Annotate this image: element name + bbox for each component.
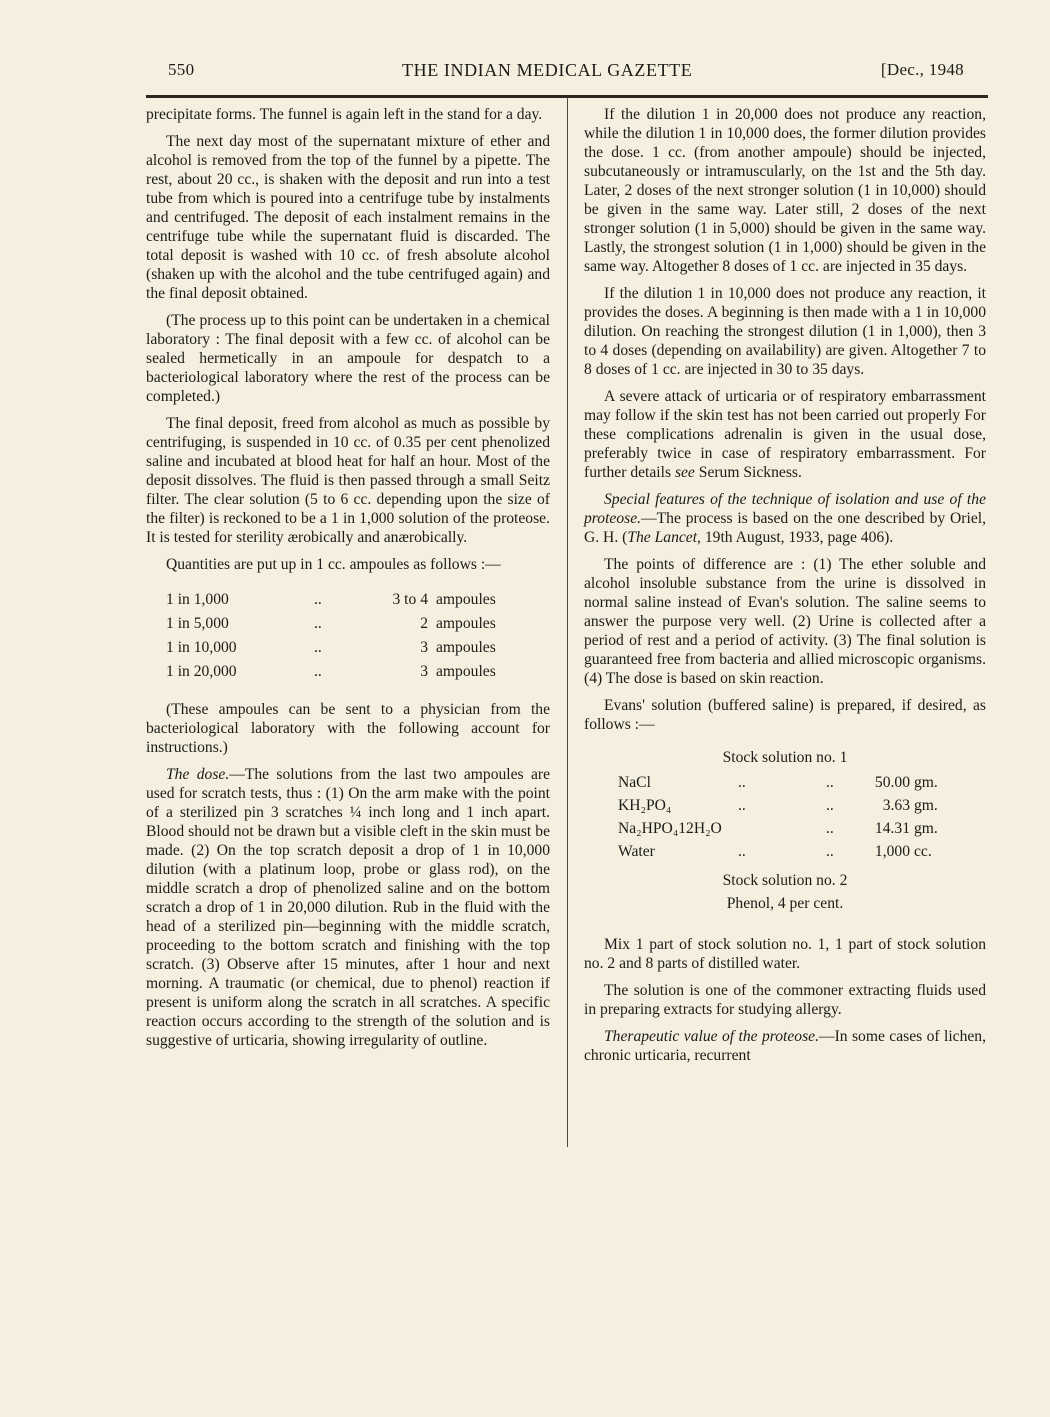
unit-cell: ampoules xyxy=(436,639,496,656)
journal-title: THE INDIAN MEDICAL GAZETTE xyxy=(402,60,693,80)
unit-cell: ampoules xyxy=(436,663,496,680)
ingredient-amount: 1,000 xyxy=(874,843,910,860)
paragraph: The next day most of the supernatant mixture of ether and alcohol is removed from the top of the funnel by a pipette. The rest, about 20 cc., is shaken with the deposit and run into a test tube from which is poured into a centrifuge tube by instalments and centrifuged. The deposit of each instalment remains in the centrifuge tube while the supernatant fluid is discarded. The total deposit is washed with 10 cc. of fresh absolute alcohol (shaken up with the alcohol and the tube centrifuged again) and the final deposit obtained. xyxy=(146,133,550,302)
column-divider xyxy=(567,97,568,1147)
section-lead: Special features of the technique of isolation and use of the proteose. xyxy=(584,491,986,527)
unit-cell: ampoules xyxy=(436,615,496,632)
ingredient-name: Water xyxy=(618,843,655,860)
dilution-cell: 1 in 5,000 xyxy=(166,615,229,632)
dilution-cell: 1 in 1,000 xyxy=(166,591,229,608)
paragraph: Evans' solution (buffered saline) is prepared, if desired, as follows :— xyxy=(584,697,986,733)
issue-date: [Dec., 1948 xyxy=(880,60,964,79)
unit-cell: ampoules xyxy=(436,591,496,608)
section-lead: The dose. xyxy=(166,766,230,783)
leader-dots: .. xyxy=(738,843,746,860)
leader-dots: .. xyxy=(314,615,322,632)
count-cell: 3 xyxy=(420,639,428,656)
table-row xyxy=(618,796,954,819)
paragraph-the-dose xyxy=(146,765,550,1050)
table-row xyxy=(618,773,954,796)
paragraph-text: —The solutions from the last two ampoules are used for scratch tests, thus : (1) On the arm make with the point of a sterilized pin 3 scratches ¼ inch long and 1 inch apart. Blood should not be drawn but a visible cleft in the skin must be made. (2) On the top scratch deposit a drop of 1 in 10,000 dilution (with a platinum loop, probe or glass rod), on the middle scratch a drop of phenolized saline and on the bottom scratch a drop of 1 in 20,000 dilution. Rub in the fluid with the head of a sterilized pin—beginning with the middle scratch, proceeding to the bottom scratch and finishing with the top scratch. (3) Observe after 15 minutes, after 1 hour and next morning. A traumatic (or chemical, due to phenol) reaction if present is uniform along the scratch in all scratches. A specific reaction occurs according to the strength of the solution and is suggestive of urticaria, showing irregularity of outline. xyxy=(146,766,550,1049)
paragraph: The points of difference are : (1) The ether soluble and alcohol insoluble substance from the urine is dissolved in normal saline instead of Evan's solution. The saline seems to answer the purpose very well. (2) Urine is collected after a period of rest and a period of activity. (3) The final solution is guaranteed free from bacteria and allied microscopic organisms. (4) The dose is based on skin reaction. xyxy=(584,556,986,687)
paragraph: (The process up to this point can be undertaken in a chemical laboratory : The final deposit with a few cc. of alcohol can be sealed hermetically in an ampoule for despatch to a bacteriological laboratory where the rest of the process can be completed.) xyxy=(146,312,550,405)
section-lead: Therapeutic value of the proteose. xyxy=(604,1028,819,1045)
stock-solution-2-body: Phenol, 4 per cent. xyxy=(726,895,844,912)
leader-dots: .. xyxy=(738,774,746,791)
leader-dots: .. xyxy=(826,797,834,814)
leader-dots: .. xyxy=(826,820,834,837)
ingredient-unit: cc. xyxy=(914,843,932,860)
table-row xyxy=(618,842,954,865)
leader-dots: .. xyxy=(314,591,322,608)
dilution-cell: 1 in 10,000 xyxy=(166,639,237,656)
paragraph: If the dilution 1 in 20,000 does not produce any reaction, while the dilution 1 in 10,000 does, the former dilution provides the dose. 1 cc. (from another ampoule) should be injected, subcutaneously or intramuscularly, on the 1st and the 5th day. Later, 2 doses of the next stronger solution (1 in 10,000) should be given in the same way. Later still, 2 doses of the next stronger solution (1 in 5,000) should be given in the same way. Lastly, the strongest solution (1 in 1,000) should be given in the same way. Altogether 8 doses of 1 cc. are injected in 35 days. xyxy=(584,106,986,275)
right-column xyxy=(584,105,986,1073)
running-header xyxy=(140,60,970,86)
ingredient-name: NaCl xyxy=(618,774,651,791)
paragraph: The solution is one of the commoner extracting fluids used in preparing extracts for studying allergy. xyxy=(584,982,986,1018)
paragraph-text: —In some cases of lichen, chronic urticaria, recurrent xyxy=(584,1028,986,1064)
paragraph-text: 19th August, 1933, page 406). xyxy=(704,529,894,546)
ingredient-name: KH₂PO₄ xyxy=(618,797,672,814)
paragraph-text: Serum Sickness. xyxy=(698,464,802,481)
table-row xyxy=(166,590,536,614)
leader-dots: .. xyxy=(826,774,834,791)
ingredient-name: Na₂HPO₄12H₂O xyxy=(618,820,722,837)
paragraph-text: A severe attack of urticaria or of respiratory embarrassment may follow if the skin test has not been carried out properly For these complications adrenalin is given in the usual dose, preferably twice in case of respiratory embarrassment. For further details xyxy=(584,388,986,481)
table-row xyxy=(618,819,954,842)
leader-dots: .. xyxy=(314,663,322,680)
count-cell: 2 xyxy=(420,615,428,632)
ingredient-unit: gm. xyxy=(914,797,938,814)
table-row xyxy=(166,638,536,662)
paragraph xyxy=(584,387,986,482)
paragraph-text: —The process is based on the one described by Oriel, G. H. ( xyxy=(584,510,986,546)
journal-citation: The Lancet, xyxy=(627,529,701,546)
dilution-cell: 1 in 20,000 xyxy=(166,663,237,680)
leader-dots: .. xyxy=(826,843,834,860)
stock-solution-1-title: Stock solution no. 1 xyxy=(722,749,848,766)
stock-solution-2-title: Stock solution no. 2 xyxy=(722,872,848,889)
ampoule-quantities-table xyxy=(166,590,536,686)
page-number: 550 xyxy=(168,60,195,79)
leader-dots: .. xyxy=(738,797,746,814)
paragraph-therapeutic-value xyxy=(584,1027,986,1065)
paragraph: precipitate forms. The funnel is again left in the stand for a day. xyxy=(146,106,543,123)
paragraph: Quantities are put up in 1 cc. ampoules as follows :— xyxy=(166,556,501,573)
count-cell: 3 xyxy=(420,663,428,680)
paragraph: Mix 1 part of stock solution no. 1, 1 part of stock solution no. 2 and 8 parts of distilled water. xyxy=(584,936,986,972)
paragraph: If the dilution 1 in 10,000 does not produce any reaction, it provides the doses. A beginning is then made with a 1 in 10,000 dilution. On reaching the strongest dilution (1 in 1,000), then 3 to 4 doses (depending on availability) are given. Altogether 7 to 8 doses of 1 cc. are injected in 30 to 35 days. xyxy=(584,285,986,378)
left-column xyxy=(146,105,550,1058)
paragraph: The final deposit, freed from alcohol as much as possible by centrifuging, is suspended in 10 cc. of 0.35 per cent phenolized saline and incubated at blood heat for half an hour. Most of the deposit dissolves. The fluid is then passed through a small Seitz filter. The clear solution (5 to 6 cc. depending upon the size of the filter) is reckoned to be a 1 in 1,000 solution of the proteose. It is tested for sterility ærobically and anærobically. xyxy=(146,415,550,546)
paragraph-special-features xyxy=(584,490,986,547)
ingredient-amount: 14.31 xyxy=(874,820,910,837)
ingredient-amount: 3.63 xyxy=(882,797,910,814)
count-cell: 3 to 4 xyxy=(392,591,428,608)
ingredient-unit: gm. xyxy=(914,774,938,791)
paragraph: (These ampoules can be sent to a physician from the bacteriological laboratory with the following account for instructions.) xyxy=(146,701,550,756)
table-row xyxy=(166,662,536,686)
ingredient-amount: 50.00 xyxy=(874,774,910,791)
see-reference: see xyxy=(674,464,695,481)
stock-solution-1-table xyxy=(618,773,954,865)
table-row xyxy=(166,614,536,638)
ingredient-unit: gm. xyxy=(914,820,938,837)
leader-dots: .. xyxy=(314,639,322,656)
